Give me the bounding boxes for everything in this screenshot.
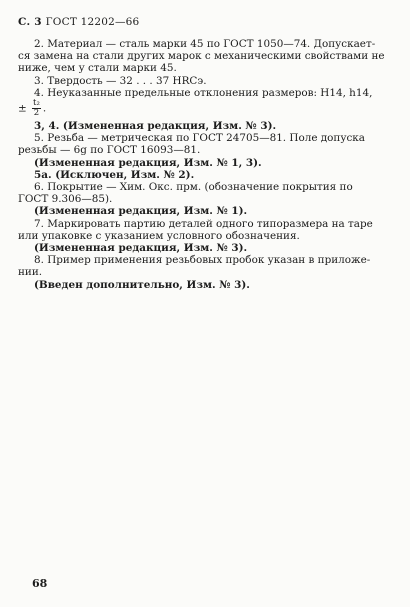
paragraph-7-line-2: или упаковке с указанием условного обозначения. (18, 229, 300, 242)
paragraph-5-line-2: резьбы — 6g по ГОСТ 16093—81. (18, 144, 201, 157)
amendment-3-4: 3, 4. (Измененная редакция, Изм. № 3). (34, 120, 277, 133)
paragraph-8-line-2: нии. (18, 266, 43, 279)
amendment-8: (Введен дополнительно, Изм. № 3). (34, 278, 250, 291)
amendment-7: (Измененная редакция, Изм. № 3). (34, 242, 248, 255)
paragraph-5a: 5а. (Исключен, Изм. № 2). (34, 168, 195, 181)
fraction (32, 99, 41, 118)
paragraph-2-line-3: ниже, чем у стали марки 45. (18, 62, 177, 75)
fraction-numerator: t₂ (33, 98, 40, 109)
document-body (18, 38, 394, 291)
paragraph-6-line-1: 6. Покрытие — Хим. Окс. прм. (обозначение покрытия по (34, 181, 353, 194)
page-section: С. 3 (18, 16, 42, 28)
fraction-denominator: 2 (33, 108, 40, 119)
paragraph-8-line-1: 8. Пример применения резьбовых пробок указан в приложе- (34, 254, 371, 267)
paragraph-6-line-2: ГОСТ 9.306—85). (18, 193, 113, 206)
plus-minus-sign: ± (18, 102, 27, 115)
paragraph-5-line-1: 5. Резьба — метрическая по ГОСТ 24705—81. Поле допуска (34, 132, 365, 145)
formula-tail: . (42, 102, 47, 115)
paragraph-3: 3. Твердость — 32 . . . 37 HRCэ. (34, 74, 207, 87)
paragraph-4-line-1: 4. Неуказанные предельные отклонения размеров: Н14, h14, (34, 86, 373, 99)
paragraph-2-line-1: 2. Материал — сталь марки 45 по ГОСТ 1050—74. Допускает- (34, 38, 376, 50)
document-number: ГОСТ 12202—66 (45, 16, 140, 28)
paragraph-2-line-2: ся замена на стали других марок с механическими свойствами не (18, 50, 385, 63)
amendment-6: (Измененная редакция, Изм. № 1). (34, 205, 248, 218)
amendment-5: (Измененная редакция, Изм. № 1, 3). (34, 156, 262, 169)
tolerance-formula (18, 99, 394, 118)
page-header (18, 16, 139, 28)
paragraph-7-line-1: 7. Маркировать партию деталей одного типоразмера на таре (34, 217, 373, 230)
page-number: 68 (32, 577, 48, 590)
